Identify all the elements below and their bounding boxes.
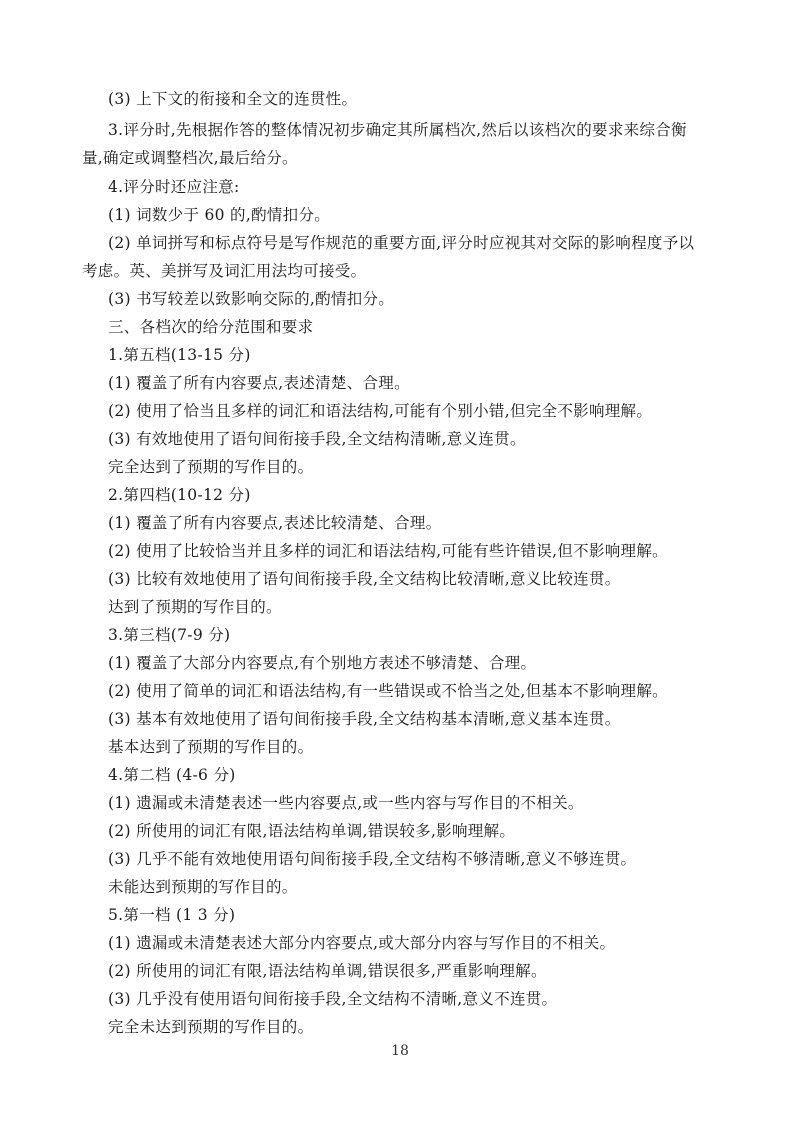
paragraph-line: (3) 有效地使用了语句间衔接手段,全文结构清晰,意义连贯。: [108, 430, 526, 448]
paragraph-line: (2) 所使用的词汇有限,语法结构单调,错误较多,影响理解。: [108, 822, 516, 840]
paragraph-line: (1) 覆盖了大部分内容要点,有个别地方表述不够清楚、合理。: [108, 654, 537, 672]
paragraph-line: (3) 几乎不能有效地使用语句间衔接手段,全文结构不够清晰,意义不够连贯。: [108, 850, 637, 868]
paragraph-line: (1) 遗漏或未清楚表述大部分内容要点,或大部分内容与写作目的不相关。: [108, 934, 616, 952]
paragraph-line: (2) 使用了恰当且多样的词汇和语法结构,可能有个别小错,但完全不影响理解。: [108, 402, 653, 420]
grade-heading: 1.第五档(13-15 分): [108, 346, 251, 364]
paragraph-line: (1) 词数少于 60 的,酌情扣分。: [108, 206, 331, 224]
paragraph-line: (1) 覆盖了所有内容要点,表述清楚、合理。: [108, 374, 410, 392]
paragraph-line: 完全达到了预期的写作目的。: [108, 458, 314, 476]
grade-heading: 4.第二档 (4-6 分): [108, 766, 236, 784]
paragraph-line: (2) 使用了简单的词汇和语法结构,有一些错误或不恰当之处,但基本不影响理解。: [108, 682, 668, 700]
paragraph-line: (3) 比较有效地使用了语句间衔接手段,全文结构比较清晰,意义比较连贯。: [108, 570, 621, 588]
paragraph-line: (3) 几乎没有使用语句间衔接手段,全文结构不清晰,意义不连贯。: [108, 990, 558, 1008]
paragraph-line: (3) 上下文的衔接和全文的连贯性。: [108, 90, 358, 108]
paragraph-line: 考虑。英、美拼写及词汇用法均可接受。: [82, 262, 367, 280]
grade-heading: 3.第三档(7-9 分): [108, 626, 231, 644]
paragraph-line: 未能达到预期的写作目的。: [108, 878, 298, 896]
paragraph-line: 3.评分时,先根据作答的整体情况初步确定其所属档次,然后以该档次的要求来综合衡: [108, 121, 687, 139]
paragraph-line: (2) 使用了比较恰当并且多样的词汇和语法结构,可能有些许错误,但不影响理解。: [108, 542, 668, 560]
paragraph-line: 达到了预期的写作目的。: [108, 598, 282, 616]
grade-heading: 5.第一档 (1 3 分): [108, 906, 236, 924]
paragraph-line: (1) 覆盖了所有内容要点,表述比较清楚、合理。: [108, 514, 442, 532]
paragraph-line: (2) 所使用的词汇有限,语法结构单调,错误很多,严重影响理解。: [108, 962, 547, 980]
paragraph-line: (2) 单词拼写和标点符号是写作规范的重要方面,评分时应视其对交际的影响程度予以: [108, 234, 695, 252]
paragraph-line: 量,确定或调整档次,最后给分。: [82, 149, 298, 167]
grade-heading: 2.第四档(10-12 分): [108, 486, 251, 504]
paragraph-line: (3) 书写较差以致影响交际的,酌情扣分。: [108, 290, 395, 308]
paragraph-line: (3) 基本有效地使用了语句间衔接手段,全文结构基本清晰,意义基本连贯。: [108, 710, 621, 728]
paragraph-line: 完全未达到预期的写作目的。: [108, 1018, 314, 1036]
paragraph-line: (1) 遗漏或未清楚表述一些内容要点,或一些内容与写作目的不相关。: [108, 794, 584, 812]
paragraph-line: 基本达到了预期的写作目的。: [108, 738, 314, 756]
page-number: 18: [391, 1043, 409, 1059]
section-heading: 三、各档次的给分范围和要求: [108, 318, 314, 336]
paragraph-line: 4.评分时还应注意:: [108, 178, 240, 196]
